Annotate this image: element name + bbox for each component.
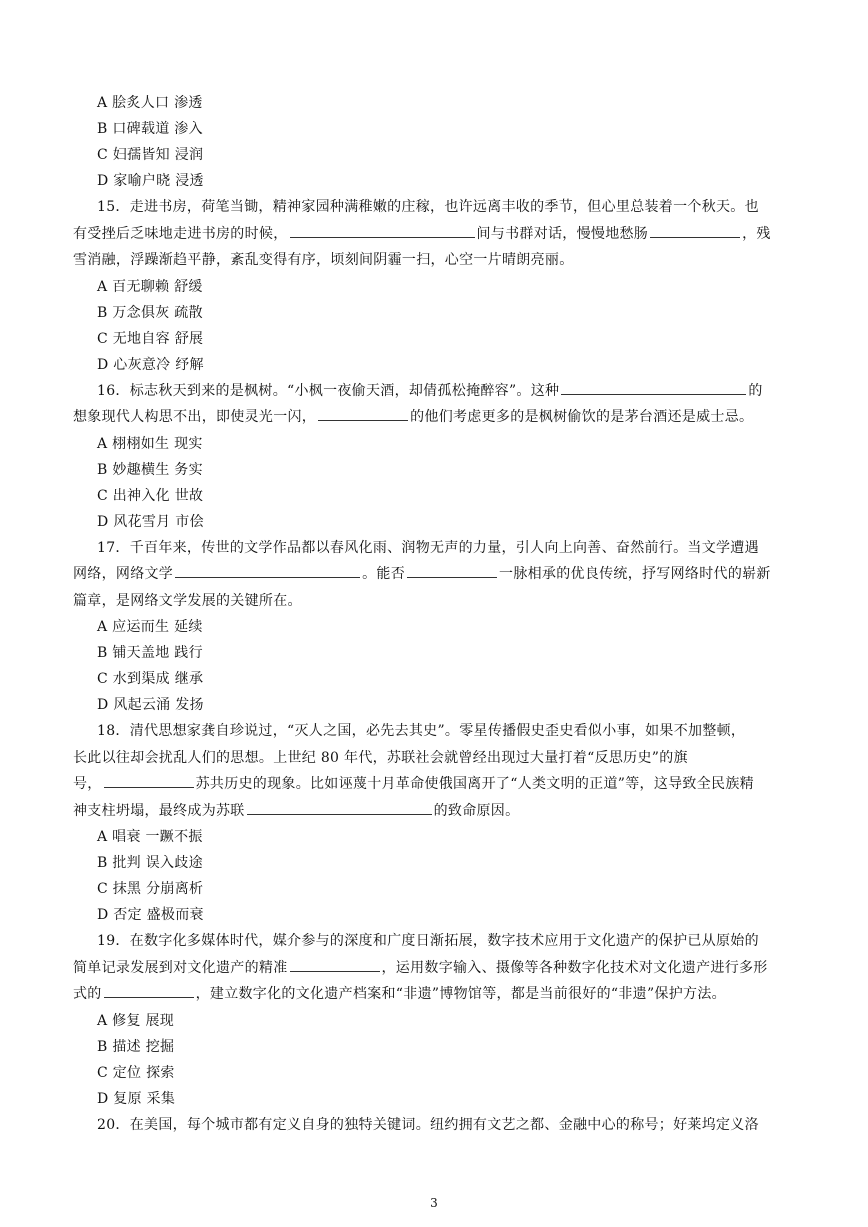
q19-line-1: 19．在数字化多媒体时代，媒介参与的深度和广度日渐拓展，数字技术应用于文化遗产的保护已从原始的 — [97, 933, 759, 949]
q15-option-b: B 万念俱灰 疏散 — [97, 304, 203, 321]
q17-option-c: C 水到渠成 继承 — [97, 671, 204, 687]
q15-line-2b: 间与书群对话，慢慢地愁肠 — [476, 225, 649, 242]
question-15 — [73, 194, 803, 378]
q19-line-2b: ，运用数字输入、摄像等各种数字化技术对文化遗产进行多形 — [381, 959, 768, 976]
q17-line-2c: 一脉相承的优良传统，抒写网络时代的崭新 — [499, 566, 771, 582]
q19-blank-2 — [104, 983, 194, 998]
q18-option-b: B 批判 误入歧途 — [97, 855, 203, 871]
question-19 — [73, 928, 803, 1112]
q16-blank-2 — [318, 406, 408, 421]
question-20 — [73, 1112, 803, 1139]
q17-line-2a: 网络，网络文学 — [73, 566, 174, 582]
q18-line-4b: 的致命原因。 — [433, 802, 520, 819]
q14-options — [73, 90, 803, 194]
q20-line-1: 20．在美国，每个城市都有定义自身的独特关键词。纽约拥有文艺之都、金融中心的称号；好莱坞定义洛 — [97, 1116, 759, 1133]
q14-option-c: C 妇孺皆知 浸润 — [97, 147, 204, 163]
q18-line-4a: 神支柱坍塌，最终成为苏联 — [73, 802, 245, 819]
q14-option-b: B 口碑载道 渗入 — [97, 121, 203, 137]
q15-option-a: A 百无聊赖 舒缓 — [97, 278, 203, 295]
q15-line-3: 雪消融，浮躁渐趋平静，紊乱变得有序，顷刻间阴霾一扫，心空一片晴朗亮丽。 — [73, 252, 574, 268]
q19-line-3b: ，建立数字化的文化遗产档案和“非遗”博物馆等，都是当前很好的“非遗”保护方法。 — [195, 986, 726, 1002]
q15-line-2a: 有受挫后乏味地走进书房的时候， — [73, 225, 288, 242]
q17-line-2b: 。能否 — [362, 566, 406, 582]
q17-option-b: B 铺天盖地 践行 — [97, 645, 203, 661]
q14-option-d: D 家喻户晓 浸透 — [97, 173, 204, 189]
q19-line-2a: 简单记录发展到对文化遗产的精准 — [73, 959, 288, 976]
page-number: 3 — [430, 1196, 438, 1210]
q15-option-d: D 心灰意冷 纾解 — [97, 356, 204, 373]
question-18 — [73, 718, 803, 928]
q16-line-2a: 想象现代人构思不出，即使灵光一闪， — [73, 409, 317, 425]
q19-line-3a: 式的 — [73, 986, 102, 1002]
q18-blank-1 — [104, 773, 194, 788]
q15-blank-2 — [650, 223, 740, 238]
q16-option-d: D 风花雪月 市侩 — [97, 513, 204, 530]
q17-option-a: A 应运而生 延续 — [97, 619, 203, 635]
q18-option-d: D 否定 盛极而衰 — [97, 907, 204, 923]
q18-option-c: C 抹黑 分崩离析 — [97, 881, 204, 897]
q19-option-b: B 描述 挖掘 — [97, 1038, 175, 1055]
q16-option-b: B 妙趣横生 务实 — [97, 461, 203, 478]
q18-line-1: 18．清代思想家龚自珍说过，“灭人之国，必先去其史”。零星传播假史歪史看似小事，如果不加整顿， — [97, 723, 746, 739]
q14-option-a: A 脍炙人口 渗透 — [97, 95, 203, 111]
q18-line-3b: 苏共历史的现象。比如诬蔑十月革命使俄国离开了“人类文明的正道”等，这导致全民族精 — [195, 776, 754, 792]
q15-line-2c: ，残 — [742, 225, 771, 242]
q18-blank-2 — [247, 800, 432, 815]
q17-line-3: 篇章，是网络文学发展的关键所在。 — [73, 592, 302, 609]
q19-option-a: A 修复 展现 — [97, 1012, 175, 1029]
q19-blank-1 — [290, 957, 380, 972]
q16-line-1a: 16．标志秋天到来的是枫树。“小枫一夜偷天酒，却倩孤松掩醉容”。这种 — [97, 382, 560, 399]
q15-line-1: 15．走进书房，荷笔当锄，精神家园种满稚嫩的庄稼，也许远离丰收的季节，但心里总装着一个秋天。也 — [97, 199, 759, 215]
question-16 — [73, 378, 803, 535]
q17-blank-1 — [175, 563, 360, 578]
q16-blank-1 — [561, 380, 746, 395]
q17-blank-2 — [407, 563, 497, 578]
q19-option-d: D 复原 采集 — [97, 1090, 176, 1107]
q19-option-c: C 定位 探索 — [97, 1064, 175, 1081]
q18-option-a: A 唱衰 一蹶不振 — [97, 829, 203, 845]
q16-option-c: C 出神入化 世故 — [97, 487, 204, 504]
q18-line-3a: 号， — [73, 776, 102, 792]
q17-option-d: D 风起云涌 发扬 — [97, 697, 204, 713]
q17-line-1: 17．千百年来，传世的文学作品都以春风化雨、润物无声的力量，引人向上向善、奋然前行。当文学遭遇 — [97, 539, 759, 556]
q16-line-1b: 的 — [748, 382, 763, 399]
q18-line-2: 长此以往却会扰乱人们的思想。上世纪 80 年代，苏联社会就曾经出现过大量打着“反思历史”的旗 — [73, 749, 688, 766]
question-content — [73, 90, 803, 1138]
q16-line-2b: 的他们考虑更多的是枫树偷饮的是茅台酒还是威士忌。 — [410, 409, 754, 425]
q15-blank-1 — [290, 223, 475, 238]
question-17 — [73, 535, 803, 719]
q15-option-c: C 无地自容 舒展 — [97, 330, 204, 347]
q16-option-a: A 栩栩如生 现实 — [97, 435, 203, 452]
